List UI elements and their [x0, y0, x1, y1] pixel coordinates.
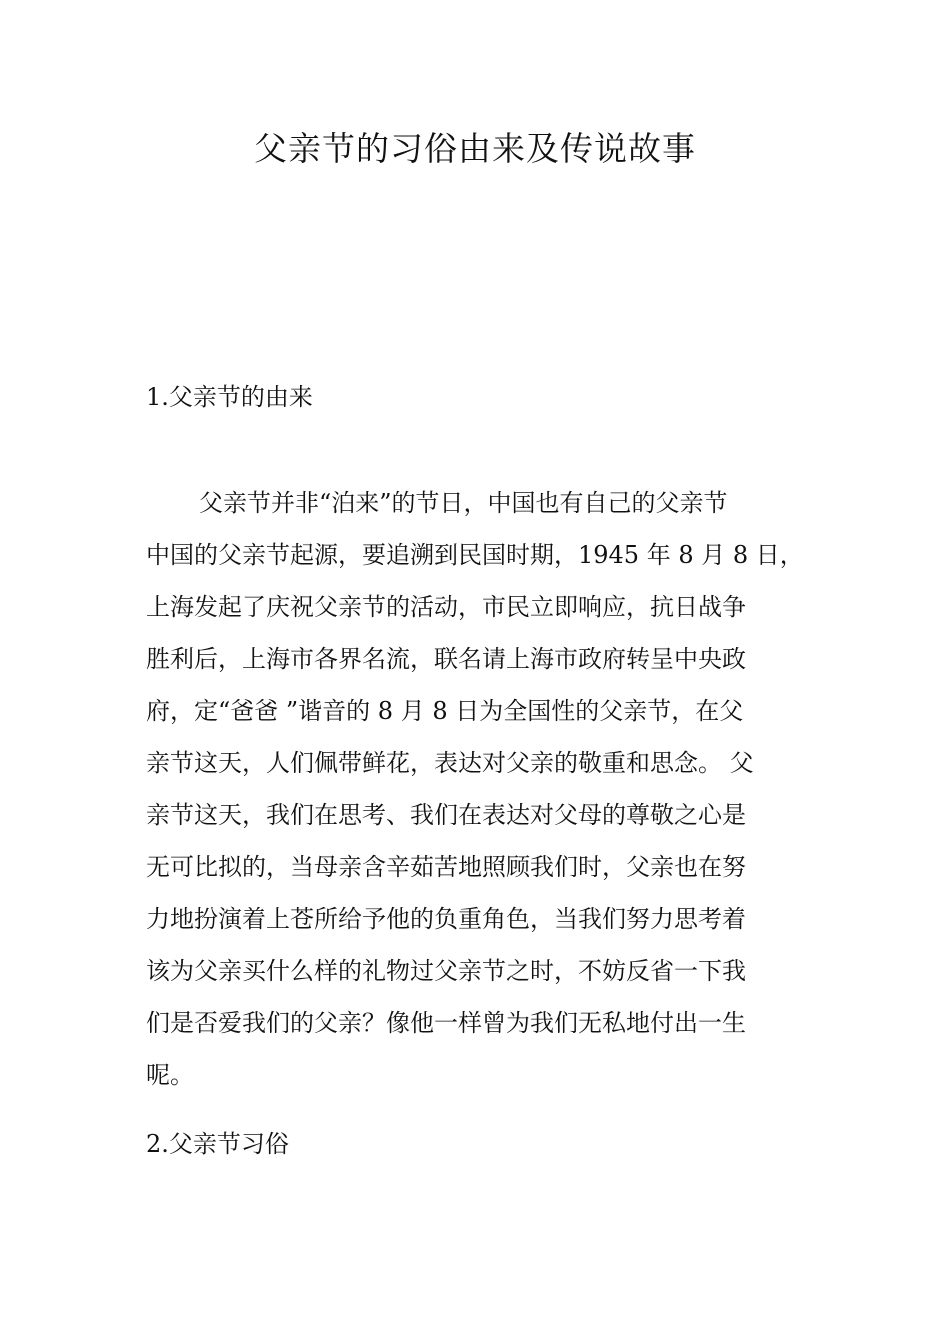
- body-line: 力地扮演着上苍所给予他的负重角色，当我们努力思考着: [146, 905, 746, 933]
- section-heading-customs: 2.父亲节习俗: [146, 1130, 289, 1158]
- body-line: 该为父亲买什么样的礼物过父亲节之时，不妨反省一下我: [146, 957, 746, 985]
- body-line: 父亲节并非“泊来”的节日，中国也有自己的父亲节: [199, 489, 728, 517]
- body-line: 亲节这天，我们在思考、我们在表达对父母的尊敬之心是: [146, 801, 746, 829]
- section-body-origin: [146, 477, 816, 1101]
- section-heading-origin: 1.父亲节的由来: [146, 383, 313, 411]
- body-line: 们是否爱我们的父亲？像他一样曾为我们无私地付出一生: [146, 1009, 746, 1037]
- body-line: 胜利后，上海市各界名流，联名请上海市政府转呈中央政: [146, 645, 746, 673]
- body-line: 呢。: [146, 1061, 194, 1089]
- body-line: 无可比拟的，当母亲含辛茹苦地照顾我们时，父亲也在努: [146, 853, 746, 881]
- body-line: 府，定“爸爸 ”谐音的 8 月 8 日为全国性的父亲节，在父: [146, 697, 744, 725]
- body-line: 上海发起了庆祝父亲节的活动，市民立即响应，抗日战争: [146, 593, 746, 621]
- body-line: 中国的父亲节起源，要追溯到民国时期，1945 年 8 月 8 日，: [146, 541, 804, 569]
- document-title: 父亲节的习俗由来及传说故事: [254, 129, 696, 168]
- body-line: 亲节这天，人们佩带鲜花，表达对父亲的敬重和思念。 父: [146, 749, 754, 777]
